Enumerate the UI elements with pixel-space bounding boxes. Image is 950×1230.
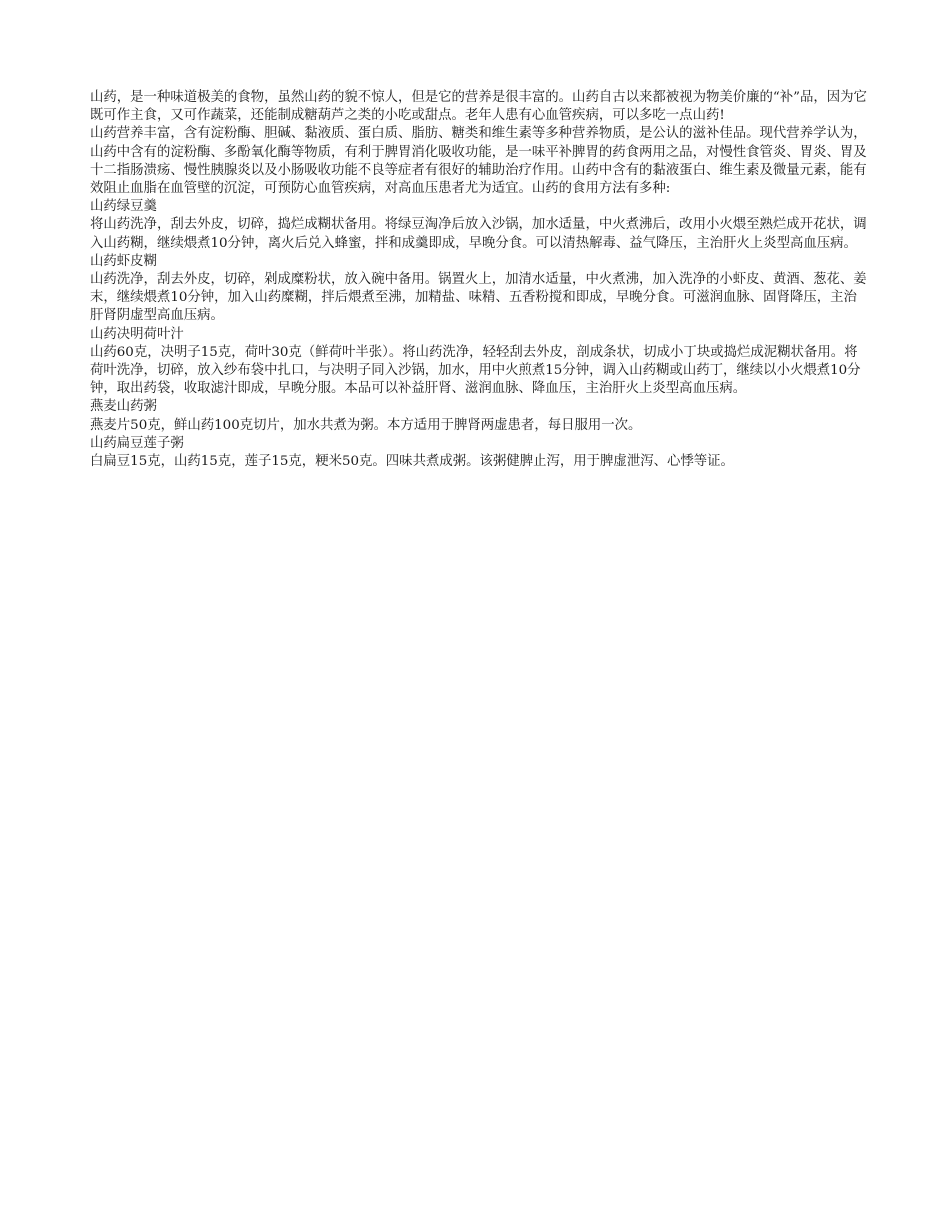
recipe-title-lentil-lotus-porridge: 山药扁豆莲子粥 [90,435,184,451]
document-page [90,89,870,471]
intro-paragraph-2: 山药营养丰富，含有淀粉酶、胆碱、黏液质、蛋白质、脂肪、糖类和维生素等多种营养物质，是公认的滋补佳品。现代营养学认为，山药中含有的淀粉酶、多酚氧化酶等物质，有利于脾胃消化吸收功能，是一味平补脾胃的药食两用之品，对慢性食管炎、胃炎、胃及十二指肠溃疡、慢性胰腺炎以及小肠吸收功能不良等症者有很好的辅助治疗作用。山药中含有的黏液蛋白、维生素及微量元素，能有效阻止血脂在血管壁的沉淀，可预防心血管疾病，对高血压患者尤为适宜。山药的食用方法有多种: [90,126,867,197]
recipe-body-lotus-leaf-juice: 山药60克，决明子15克，荷叶30克（鲜荷叶半张）。将山药洗净，轻轻刮去外皮，剖成条状，切成小丁块或捣烂成泥糊状备用。将荷叶洗净，切碎，放入纱布袋中扎口，与决明子同入沙锅，加水，用中火煎煮15分钟，调入山药糊或山药丁，继续以小火煨煮10分钟，取出药袋，收取滤汁即成，早晚分服。本品可以补益肝肾、滋润血脉、降血压，主治肝火上炎型高血压病。 [90,344,861,397]
recipe-title-oat-porridge: 燕麦山药粥 [90,399,157,415]
recipe-title-lotus-leaf-juice: 山药决明荷叶汁 [90,326,184,342]
recipe-body-shrimp-paste: 山药洗净，刮去外皮，切碎，剁成糜粉状，放入碗中备用。锅置火上，加清水适量，中火煮沸，加入洗净的小虾皮、黄酒、葱花、姜末，继续煨煮10分钟，加入山药糜糊，拌后煨煮至沸，加精盐、味精、五香粉搅和即成，早晚分食。可滋润血脉、固肾降压，主治肝肾阴虚型高血压病。 [90,272,867,324]
recipe-title-shrimp-paste: 山药虾皮糊 [90,253,157,269]
recipe-body-oat-porridge: 燕麦片50克，鲜山药100克切片，加水共煮为粥。本方适用于脾肾两虚患者，每日服用一次。 [90,417,642,433]
recipe-body-mung-bean-soup: 将山药洗净，刮去外皮，切碎，捣烂成糊状备用。将绿豆淘净后放入沙锅，加水适量，中火煮沸后，改用小火煨至熟烂成开花状，调入山药糊，继续煨煮10分钟，离火后兑入蜂蜜，拌和成羹即成，早晚分食。可以清热解毒、益气降压，主治肝火上炎型高血压病。 [90,217,867,251]
recipe-title-mung-bean-soup: 山药绿豆羹 [90,199,157,215]
recipe-body-lentil-lotus-porridge: 白扁豆15克，山药15克，莲子15克，粳米50克。四味共煮成粥。该粥健脾止泻，用于脾虚泄泻、心悸等证。 [90,454,734,470]
intro-paragraph-1: 山药，是一种味道极美的食物，虽然山药的貌不惊人，但是它的营养是很丰富的。山药自古以来都被视为物美价廉的“补”品，因为它既可作主食，又可作蔬菜，还能制成糖葫芦之类的小吃或甜点。老年人患有心血管疾病，可以多吃一点山药! [90,90,867,124]
